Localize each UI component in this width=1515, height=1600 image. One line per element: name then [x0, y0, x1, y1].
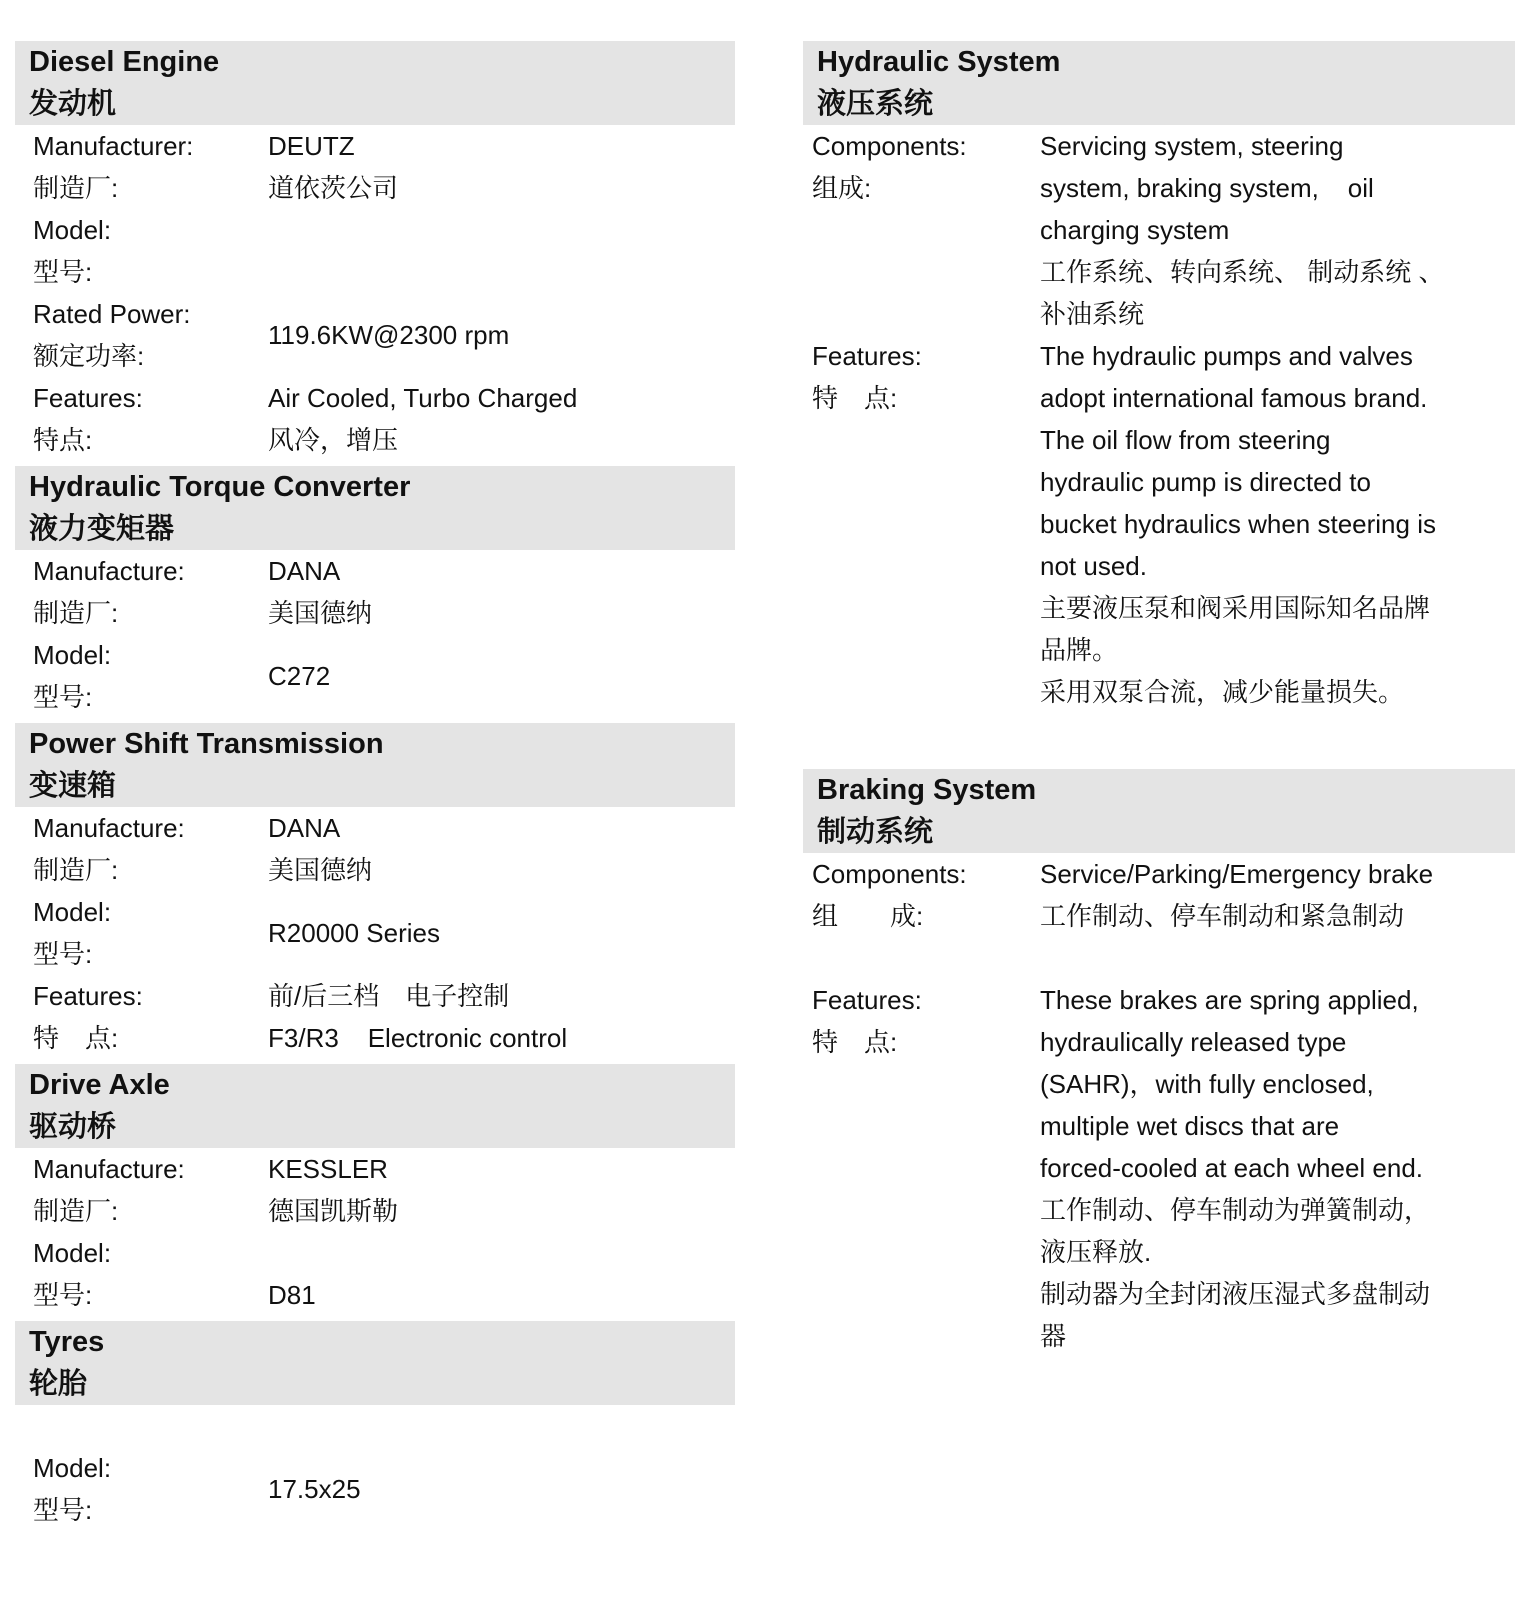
spec-value-line: 制动器为全封闭液压湿式多盘制动: [1040, 1279, 1431, 1309]
spec-label: [33, 125, 268, 209]
spec-value-line: (SAHR)，with fully enclosed,: [1040, 1069, 1374, 1099]
spec-row-rated-power: [15, 293, 735, 377]
spec-value-line: 道依茨公司: [268, 173, 399, 203]
spec-value: [1040, 125, 1515, 335]
spec-value: [268, 807, 735, 891]
spec-label: [33, 1232, 268, 1316]
spec-label-en: Manufacture:: [33, 1154, 185, 1184]
spec-label: [812, 979, 1040, 1357]
spec-value: [268, 550, 735, 634]
spec-value-line: 液压释放.: [1040, 1237, 1152, 1267]
spec-label-zh: 特 点:: [33, 1023, 119, 1053]
spec-value: [268, 1148, 735, 1232]
spec-value-line: C272: [268, 661, 331, 691]
spec-value-line: 工作系统、转向系统、 制动系统 、: [1040, 257, 1445, 287]
spec-label: [812, 125, 1040, 335]
section-header-tyres: [15, 1321, 735, 1405]
spec-value-line: hydraulic pump is directed to: [1040, 467, 1371, 497]
spec-value: [268, 125, 735, 209]
spec-label-en: Manufacture:: [33, 813, 185, 843]
spec-value-line: KESSLER: [268, 1154, 388, 1184]
spec-row-model: [15, 209, 735, 293]
spec-label-en: Model:: [33, 897, 112, 927]
section-header-drive-axle: [15, 1064, 735, 1148]
spec-value: [268, 377, 735, 461]
section-title-zh: 液力变矩器: [29, 513, 175, 545]
spec-label-zh: 型号:: [33, 682, 93, 712]
section-title-zh: 驱动桥: [29, 1111, 117, 1143]
section-title-en: Diesel Engine: [29, 46, 220, 78]
spec-value-line: 美国德纳: [268, 855, 373, 885]
spec-value-line: multiple wet discs that are: [1040, 1111, 1340, 1141]
spec-value: [268, 209, 735, 293]
spec-row-features: [803, 979, 1515, 1357]
spec-value-line: 美国德纳: [268, 598, 373, 628]
spec-value-line: Servicing system, steering: [1040, 131, 1344, 161]
spec-value-line: DANA: [268, 813, 341, 843]
spec-value-line: Air Cooled, Turbo Charged: [268, 383, 578, 413]
section-title-zh: 制动系统: [817, 816, 934, 848]
section-title-zh: 液压系统: [817, 88, 934, 120]
section-header-torque-converter: [15, 466, 735, 550]
spec-label-zh: 型号:: [33, 1280, 93, 1310]
spec-value-line: 品牌。: [1040, 635, 1119, 665]
spec-row-components: [803, 853, 1515, 937]
spec-value-line: The oil flow from steering: [1040, 425, 1331, 455]
spec-value-line: 工作制动、停车制动为弹簧制动，: [1040, 1195, 1431, 1225]
section-header-hydraulic-system: [803, 41, 1515, 125]
spec-value-line: The hydraulic pumps and valves: [1040, 341, 1413, 371]
spec-row-manufacture: [15, 1148, 735, 1232]
spec-value-line: 补油系统: [1040, 299, 1145, 329]
section-title-en: Power Shift Transmission: [29, 728, 384, 760]
spec-row-model: [15, 1447, 735, 1531]
section-title-zh: 变速箱: [29, 770, 117, 802]
spec-row-features: [15, 975, 735, 1059]
spec-value: [1040, 979, 1515, 1357]
spec-row-model: [15, 1232, 735, 1316]
spec-value-line: not used.: [1040, 551, 1147, 581]
section-title-en: Drive Axle: [29, 1069, 170, 1101]
spec-label-en: Manufacture:: [33, 556, 185, 586]
spec-value-line: bucket hydraulics when steering is: [1040, 509, 1436, 539]
spec-value-line: These brakes are spring applied,: [1040, 985, 1419, 1015]
spec-label-en: Features:: [33, 981, 143, 1011]
right-column: [803, 36, 1515, 1357]
section-title-zh: 发动机: [29, 88, 117, 120]
spec-label: [33, 975, 268, 1059]
spec-label: [33, 1447, 268, 1531]
spec-row-features: [15, 377, 735, 461]
section-header-diesel-engine: [15, 41, 735, 125]
spec-label-en: Components:: [812, 131, 967, 161]
spec-label: [33, 891, 268, 975]
spec-value-line: charging system: [1040, 215, 1230, 245]
spec-value: [1040, 335, 1515, 713]
spec-label: [33, 209, 268, 293]
spec-label-zh: 型号:: [33, 1495, 93, 1525]
spec-row-manufacture: [15, 550, 735, 634]
spec-row-features: [803, 335, 1515, 713]
spec-value: [268, 1232, 735, 1316]
spec-value: [1040, 853, 1515, 937]
spec-value-line: 器: [1040, 1321, 1067, 1351]
spec-row-manufacturer: [15, 125, 735, 209]
spec-value: [268, 975, 735, 1059]
spec-label-en: Model:: [33, 1238, 112, 1268]
spec-row-manufacture: [15, 807, 735, 891]
spec-label-zh: 型号:: [33, 257, 93, 287]
spec-label-en: Manufacturer:: [33, 131, 194, 161]
section-title-en: Hydraulic Torque Converter: [29, 471, 411, 503]
spec-label-zh: 组成:: [812, 173, 872, 203]
spec-value-line: 主要液压泵和阀采用国际知名品牌: [1040, 593, 1431, 623]
spec-label-zh: 额定功率:: [33, 341, 145, 371]
blank-line: [803, 937, 1515, 979]
blank-line: [15, 1405, 735, 1447]
spec-label: [812, 335, 1040, 713]
spec-label: [33, 550, 268, 634]
spec-label-en: Features:: [812, 985, 922, 1015]
spec-value-line: F3/R3 Electronic control: [268, 1023, 568, 1053]
spec-label-en: Model:: [33, 1453, 112, 1483]
spec-label-en: Model:: [33, 640, 112, 670]
spec-label-zh: 特 点:: [812, 1027, 898, 1057]
spec-label-en: Model:: [33, 215, 112, 245]
spec-label: [812, 853, 1040, 937]
spec-label-zh: 特点:: [33, 425, 93, 455]
section-title-en: Hydraulic System: [817, 46, 1061, 78]
spec-value-line: forced-cooled at each wheel end.: [1040, 1153, 1424, 1183]
left-column: [15, 36, 735, 1531]
spec-value: [268, 293, 735, 377]
spec-value-line: system, braking system, oil: [1040, 173, 1374, 203]
spec-label-en: Components:: [812, 859, 967, 889]
spec-value-line: DEUTZ: [268, 131, 355, 161]
section-header-braking-system: [803, 769, 1515, 853]
spec-label: [33, 1148, 268, 1232]
spec-value-line: 前/后三档 电子控制: [268, 981, 510, 1011]
spec-label-en: Features:: [33, 383, 143, 413]
spec-label: [33, 377, 268, 461]
spec-value-line: 119.6KW@2300 rpm: [268, 320, 510, 350]
spec-label-en: Features:: [812, 341, 922, 371]
section-title-en: Braking System: [817, 774, 1037, 806]
spec-label: [33, 293, 268, 377]
spec-label-zh: 制造厂:: [33, 173, 119, 203]
spec-value-line: 采用双泵合流，减少能量损失。: [1040, 677, 1405, 707]
section-title-en: Tyres: [29, 1326, 105, 1358]
spec-value: [268, 634, 735, 718]
spec-value-line: hydraulically released type: [1040, 1027, 1347, 1057]
spec-value-line: 德国凯斯勒: [268, 1196, 399, 1226]
spec-label-zh: 特 点:: [812, 383, 898, 413]
spec-label-en: Rated Power:: [33, 299, 191, 329]
section-title-zh: 轮胎: [29, 1368, 88, 1400]
spec-value-line: 工作制动、停车制动和紧急制动: [1040, 901, 1405, 931]
spec-value-line: adopt international famous brand.: [1040, 383, 1428, 413]
spec-row-model: [15, 634, 735, 718]
spec-value-line: D81: [268, 1280, 316, 1310]
spec-label: [33, 634, 268, 718]
spec-value: [268, 1447, 735, 1531]
spec-row-components: [803, 125, 1515, 335]
spec-value-line: R20000 Series: [268, 918, 440, 948]
spec-value-line: 17.5x25: [268, 1474, 361, 1504]
spec-value-line: 风冷，增压: [268, 425, 399, 455]
spec-row-model: [15, 891, 735, 975]
spec-label-zh: 制造厂:: [33, 598, 119, 628]
spec-label-zh: 型号:: [33, 939, 93, 969]
spec-label-zh: 制造厂:: [33, 855, 119, 885]
spec-value: [268, 891, 735, 975]
spec-label: [33, 807, 268, 891]
spec-value-line: DANA: [268, 556, 341, 586]
spec-label-zh: 组 成:: [812, 901, 924, 931]
section-header-transmission: [15, 723, 735, 807]
spec-label-zh: 制造厂:: [33, 1196, 119, 1226]
spec-value-line: Service/Parking/Emergency brake: [1040, 859, 1434, 889]
